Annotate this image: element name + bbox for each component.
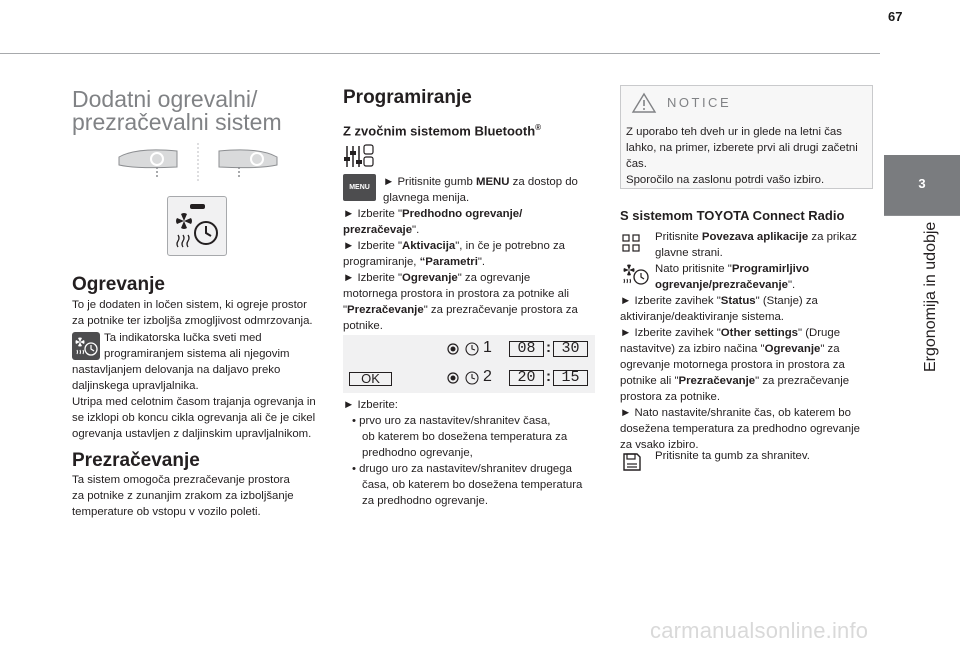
step2-bold: Predhodno ogrevanje/ xyxy=(402,208,523,220)
step2-pre: ► Izberite " xyxy=(343,208,402,220)
connect-step5-l1: ► Nato nastavite/shranite čas, ob katerem bo xyxy=(620,407,851,419)
bluetooth-subheading-text: Z zvočnim sistemom Bluetooth xyxy=(343,123,536,139)
c1-bold: Povezava aplikacije xyxy=(701,231,809,243)
step1-l1 xyxy=(383,174,578,190)
page-number: 67 xyxy=(888,9,903,24)
step2-post: ". xyxy=(412,224,420,236)
timer1-clock-icon xyxy=(465,342,479,356)
step4-l1 xyxy=(343,270,530,286)
step4-pre: ► Izberite " xyxy=(343,272,402,284)
heating-heading: Ogrevanje xyxy=(72,274,165,295)
bullet2-l3: za predhodno ogrevanje. xyxy=(362,495,489,507)
connect-step1-l1 xyxy=(655,229,857,245)
step3-bold2: “Parametri xyxy=(419,256,478,268)
connect-step2-l2 xyxy=(655,277,795,293)
save-icon xyxy=(622,452,642,472)
notice-l3: čas. xyxy=(626,158,647,170)
c3-post: " (Stanje) za xyxy=(755,295,818,307)
connect-step3-l2: aktiviranje/deaktiviranje sistema. xyxy=(620,311,784,323)
heater-indicator-display xyxy=(167,196,227,256)
c4-post4: " za prezračevanje xyxy=(755,375,850,387)
step1-l2: glavnega menija. xyxy=(383,192,470,204)
timer1-index: 1 xyxy=(483,339,492,356)
indicator-lamp-icon-box xyxy=(72,332,100,360)
section-title-line2: prezračevalni sistem xyxy=(72,109,282,135)
bullet2-l2: časa, ob katerem bo dosežena temperatura xyxy=(362,479,583,491)
c4-bold4: Prezračevanje xyxy=(678,375,756,387)
fan-timer-icon xyxy=(168,197,226,255)
step4-bold: Ogrevanje xyxy=(402,272,458,284)
c4-pre4: potnike ali " xyxy=(620,375,679,387)
step3-post: ", in če je potrebno za xyxy=(455,240,565,252)
connect-step2-l1 xyxy=(655,261,809,277)
bullet1-l2: ob katerem bo dosežena temperatura za xyxy=(362,431,568,443)
timer2-clock-icon xyxy=(465,371,479,385)
c2-pre: Nato pritisnite " xyxy=(655,263,732,275)
fan-timer-app-icon xyxy=(620,262,650,288)
warning-icon xyxy=(631,92,657,114)
c4-pre2: nastavitve) za izbiro načina " xyxy=(620,343,765,355)
timer1-hours[interactable]: 08 xyxy=(509,341,544,357)
step4-l2: motornega prostora in prostora za potnike ali xyxy=(343,288,570,300)
heating-p2-l3: nastavljanjem delovanja na daljavo preko xyxy=(72,364,281,376)
watermark: carmanualsonline.info xyxy=(650,618,869,643)
connect-step3-l1 xyxy=(620,293,818,309)
heating-p1-l2: za potnike ter izboljša zmogljivost odmrzovanja. xyxy=(72,315,313,327)
step4-post: " za ogrevanje xyxy=(457,272,531,284)
connect-step6-l1: Pritisnite ta gumb za shranitev. xyxy=(655,450,810,462)
heating-p1-l1: To je dodaten in ločen sistem, ki ogreje prostor xyxy=(72,299,307,311)
c2-bold2: ogrevanje/prezračevanje xyxy=(655,279,788,291)
timer2-radio-icon[interactable] xyxy=(447,372,459,384)
step4-pre3: " xyxy=(343,304,348,316)
step1-bold: MENU xyxy=(475,176,510,188)
timer-screen xyxy=(343,335,595,393)
step4-l3 xyxy=(343,302,578,318)
heating-p3-l3: ogrevanja ustavljen z daljinskim upravljalnikom. xyxy=(72,428,312,440)
connect-step1-l2: glavne strani. xyxy=(655,247,723,259)
chapter-title: Ergonomija in udobje xyxy=(922,221,939,372)
step4-bold3: Prezračevanje xyxy=(347,304,424,316)
connect-step5-l3: za vsako izbiro. xyxy=(620,439,699,451)
step3-post2: ". xyxy=(477,256,486,268)
step4-post3: " za prezračevanje prostora za xyxy=(423,304,578,316)
programming-heading: Programiranje xyxy=(343,87,472,108)
step1-pre: ► Pritisnite gumb xyxy=(383,176,476,188)
apps-grid-icon xyxy=(622,234,640,252)
heating-p2-l4: daljinskega upravljalnika. xyxy=(72,380,199,392)
vent-l1: Ta sistem omogoča prezračevanje prostora xyxy=(72,474,290,486)
heating-p3-l1: Utripa med celotnim časom trajanja ogrevanja in xyxy=(72,396,316,408)
step4-l4: potnike. xyxy=(343,320,383,332)
bullet1-l1: • prvo uro za nastavitev/shranitev časa, xyxy=(352,415,551,427)
notice-l4: Sporočilo na zaslonu potrdi vašo izbiro. xyxy=(626,174,825,186)
notice-box xyxy=(620,85,873,189)
notice-l1: Z uporabo teh dveh ur in glede na letni čas xyxy=(626,126,842,138)
chapter-number: 3 xyxy=(918,176,926,191)
step2-l2 xyxy=(343,222,419,238)
c1-post: za prikaz xyxy=(808,231,857,243)
vent-l2: za potnike z zunanjim zrakom za izboljšanje xyxy=(72,490,294,502)
step1-post: za dostop do xyxy=(509,176,578,188)
ok-button[interactable]: OK xyxy=(349,372,392,386)
step3-pre2: programiranje, xyxy=(343,256,420,268)
step3-bold: Aktivacija xyxy=(402,240,456,252)
audio-settings-icon xyxy=(343,143,375,170)
timer1-separator: : xyxy=(546,339,551,356)
heating-p2-l2: programiranjem sistema ali njegovim xyxy=(104,348,290,360)
timer2-separator: : xyxy=(546,368,551,385)
step2-l1 xyxy=(343,206,522,222)
timer1-minutes[interactable]: 30 xyxy=(553,341,588,357)
timer2-minutes[interactable]: 15 xyxy=(553,370,588,386)
step3-l1 xyxy=(343,238,565,254)
c4-pre: ► Izberite zavihek " xyxy=(620,327,721,339)
notice-l2: lahko, na primer, izberete prvi ali drugi začetni xyxy=(626,142,858,154)
c4-post: " (Druge xyxy=(798,327,841,339)
connect-radio-heading: S sistemom TOYOTA Connect Radio xyxy=(620,208,845,223)
connect-step4-l3: ogrevanje motornega prostora in prostora za xyxy=(620,359,845,371)
step3-pre: ► Izberite " xyxy=(343,240,402,252)
bullet2-l1: • drugo uro za nastavitev/shranitev drugega xyxy=(352,463,572,475)
section-title-line1: Dodatni ogrevalni/ xyxy=(72,86,258,112)
connect-step4-l5: prostora za potnike. xyxy=(620,391,721,403)
heating-p3-l2: se izklopi ob koncu cikla ogrevanja ali če je cikel xyxy=(72,412,316,424)
step2-bold2: prezračevaje xyxy=(343,224,413,236)
heater-system-illustration xyxy=(117,143,279,183)
c2-bold: Programirljivo xyxy=(731,263,810,275)
connect-step4-l2 xyxy=(620,341,840,357)
heating-p2-l1: Ta indikatorska lučka sveti med xyxy=(104,332,262,344)
step3-l2 xyxy=(343,254,485,270)
timer2-hours[interactable]: 20 xyxy=(509,370,544,386)
c2-post: ". xyxy=(787,279,796,291)
connect-step4-l1 xyxy=(620,325,840,341)
c3-bold: Status xyxy=(720,295,756,307)
connect-step5-l2: dosežena temperatura za predhodno ogrevanje xyxy=(620,423,861,435)
bullet1-l3: predhodno ogrevanje, xyxy=(362,447,473,459)
connect-step4-l4 xyxy=(620,373,849,389)
registered-mark: ® xyxy=(535,123,542,132)
chapter-tab-divider xyxy=(884,215,960,216)
c1-pre: Pritisnite xyxy=(655,231,702,243)
c3-pre: ► Izberite zavihek " xyxy=(620,295,721,307)
ventilation-heading: Prezračevanje xyxy=(72,450,200,471)
c4-bold2: Ogrevanje xyxy=(764,343,821,355)
timer2-index: 2 xyxy=(483,368,492,385)
menu-button-icon: MENU xyxy=(343,174,376,201)
fan-timer-small-icon xyxy=(72,332,100,360)
header-rule xyxy=(0,53,880,54)
bluetooth-subheading xyxy=(343,123,541,138)
vent-l3: temperature ob vstopu v vozilo poleti. xyxy=(72,506,261,518)
c4-bold: Other settings xyxy=(720,327,799,339)
select-intro: ► Izberite: xyxy=(343,399,398,411)
notice-title: NOTICE xyxy=(667,95,732,110)
chapter-tab[interactable] xyxy=(884,155,960,215)
c4-post2: " za xyxy=(820,343,840,355)
timer1-radio-icon[interactable] xyxy=(447,343,459,355)
